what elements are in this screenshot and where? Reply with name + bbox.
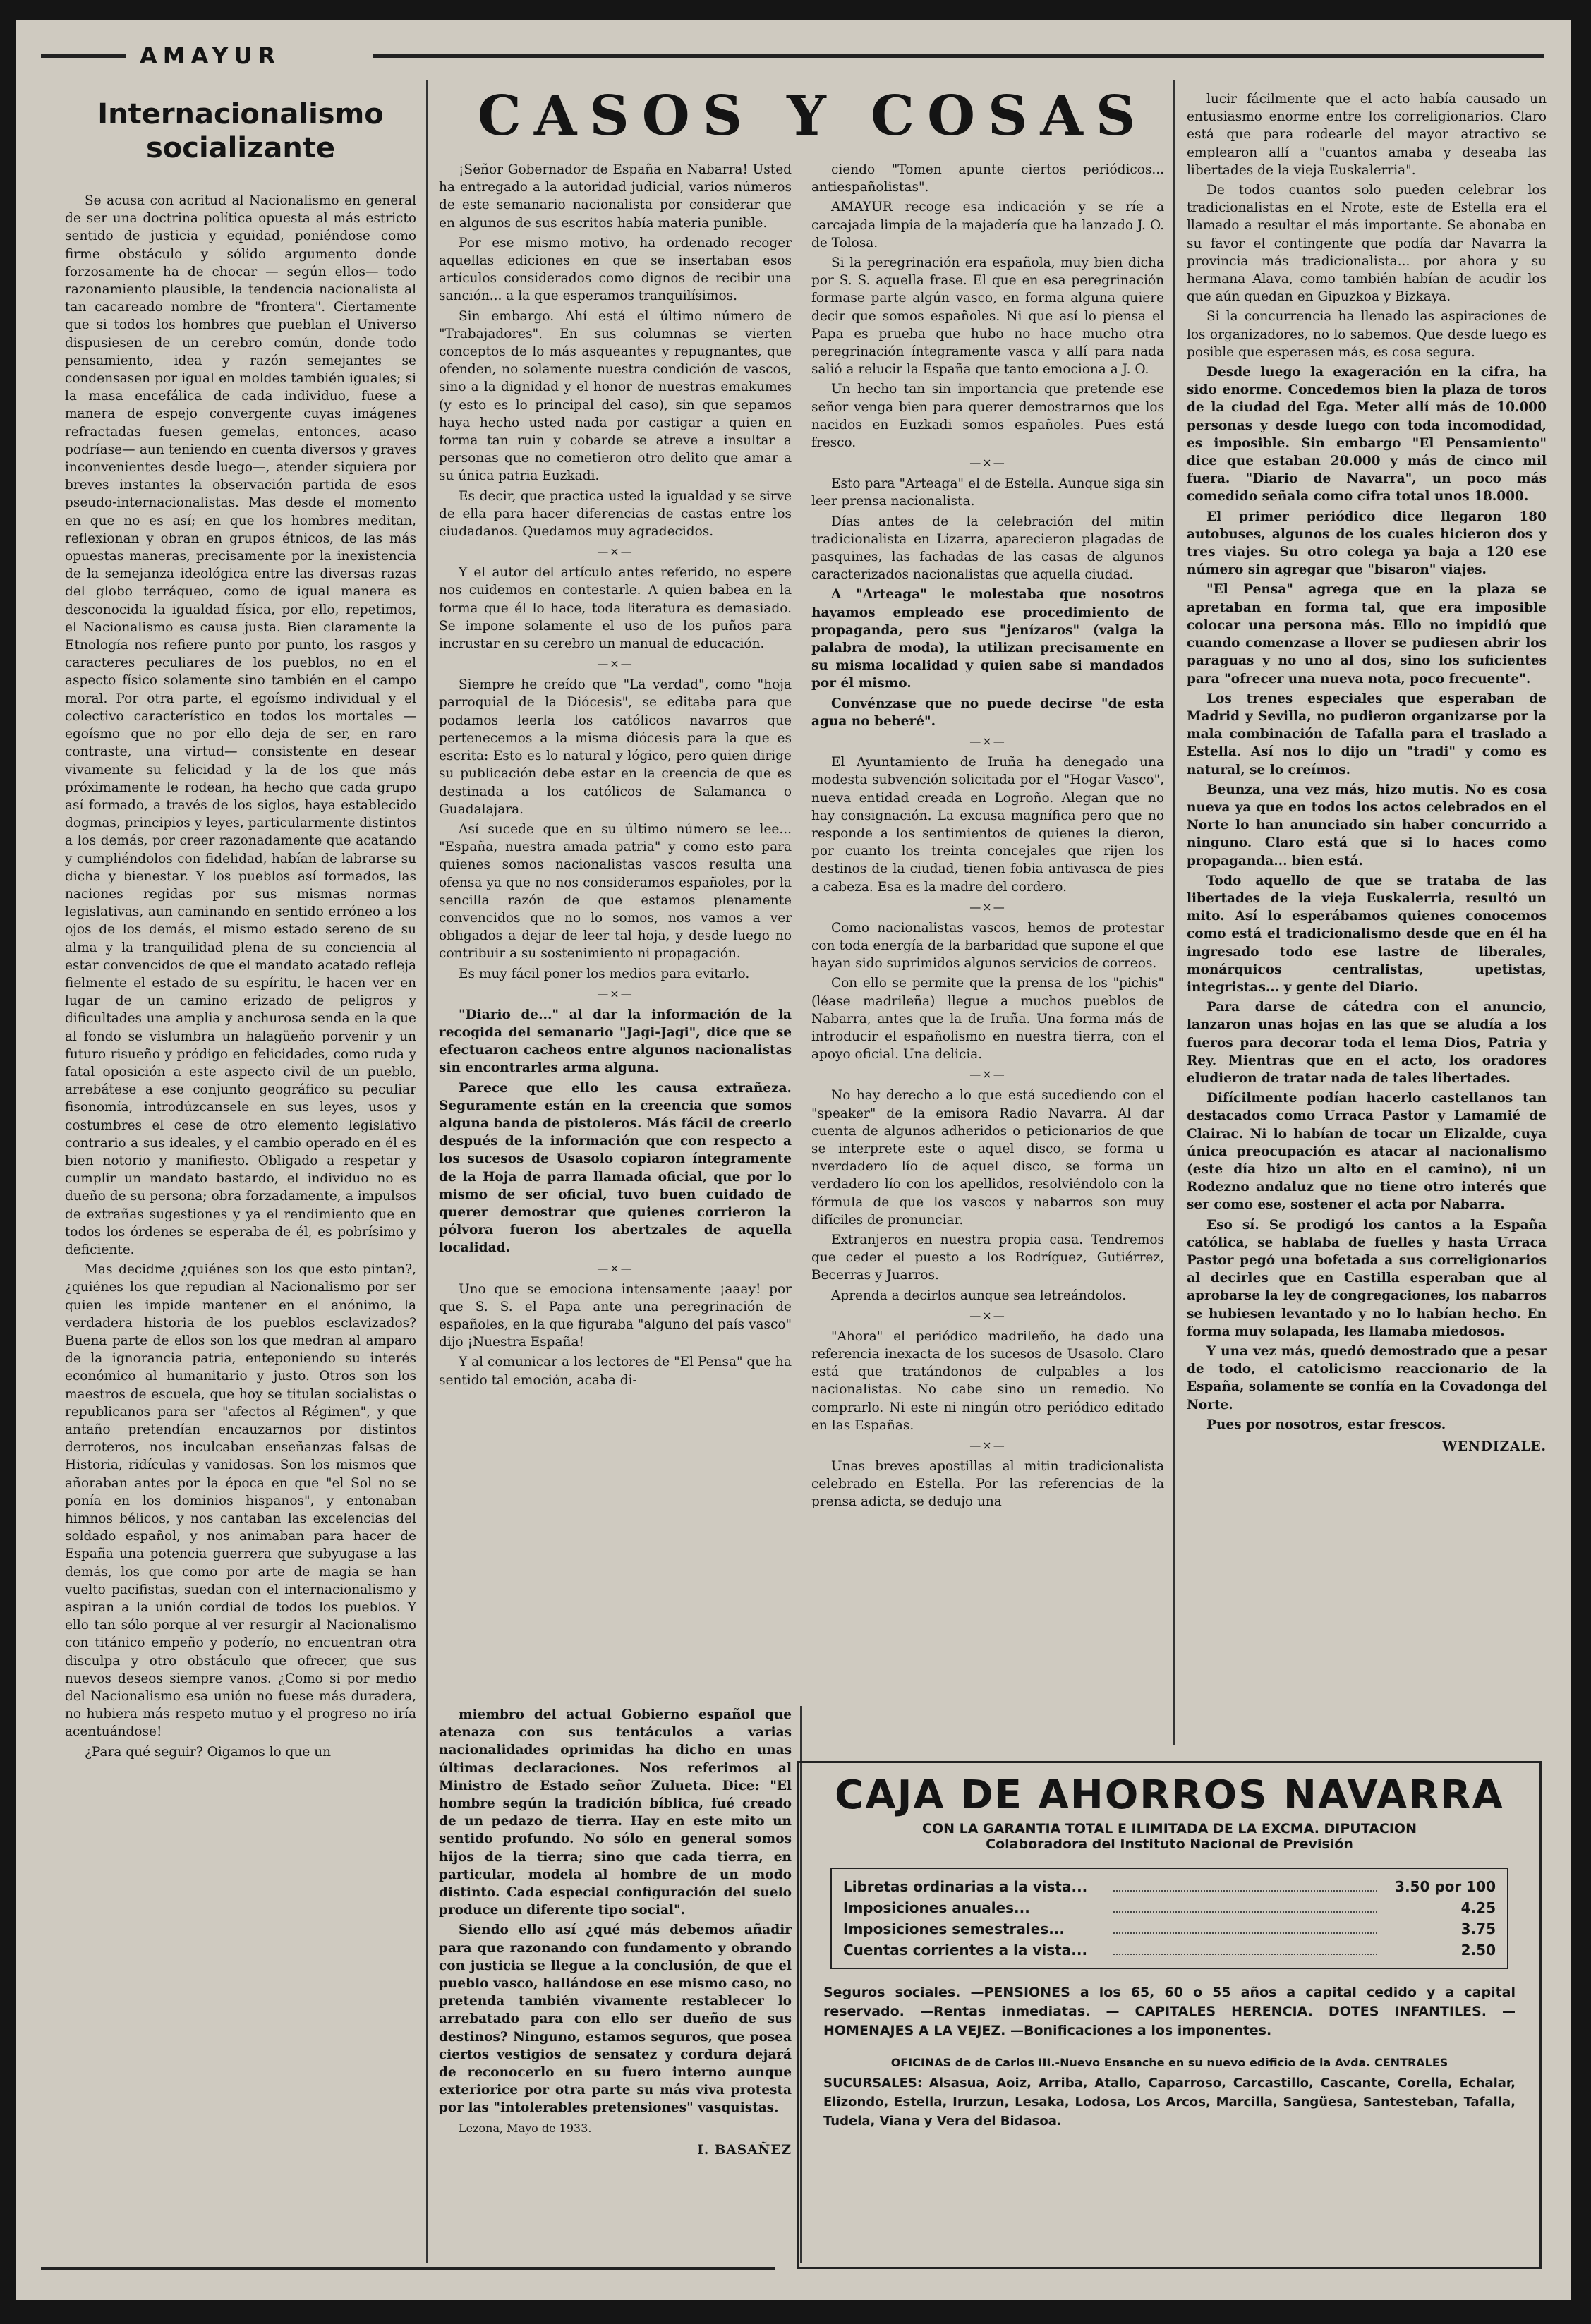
news-item: Convénzase que no puede decirse "de esta agua no beberé".: [811, 696, 1164, 729]
bank-advertisement: [797, 1761, 1542, 2269]
rate-label: Libretas ordinarias a la vista...: [843, 1878, 1088, 1895]
section-title: CASOS Y COSAS: [477, 84, 1149, 148]
news-item: "Ahora" el periódico madrileño, ha dado una referencia inexacta de los sucesos de Usasolo. Claro está que tratándonos de culpables a los nacionalistas. No cabe sino un remedio. No comprarlo. Ni este ni ningún otro periódico editado en las Españas.: [811, 1329, 1164, 1433]
news-item: Parece que ello les causa extrañeza. Seguramente están en la creencia que somos alguna banda de pistoleros. Más fácil de creerlo después de la información que con respecto a los sucesos de Usasolo copiaron íntegramente de la Hoja de parra llamada oficial, que por lo mismo de ser oficial, tuvo buen cuidado de querer demostrar que quienes corrieron la pólvora fueron los abertzales de aquella localidad.: [439, 1080, 792, 1256]
separator: —×—: [969, 456, 1006, 470]
news-item: No hay derecho a lo que está sucediendo con el "speaker" de la emisora Radio Navarra. Al dar cuenta de algunos adheridos o peticionarios de que se interprete este o aquel disco, se forma u nverdadero lío de aquel disco, se forma un verdadero lío con los apellidos, resolviéndolo con la fórmula de que los vascos y nabarros son muy difíciles de pronunciar.: [811, 1088, 1164, 1228]
news-item: Siempre he creído que "La verdad", como "hoja parroquial de la Diócesis", se editaba para que podamos leerla los católicos navarros que pertenecemos a la misma diócesis para la que es escrita: Esto es lo natural y lógico, pero quien dirige su publicación debe estar en la creencia de que es destinada a los católicos de Salamanca o Guadalajara.: [439, 677, 792, 817]
news-item: Sin embargo. Ahí está el último número de "Trabajadores". En sus columnas se vierten conceptos de lo más asqueantes y repugnantes, que ofenden, no solamente nuestra condición de vascos, sino a la dignidad y el honor de nuestras emakumes (y esto es lo principal del caso), sin que sepamos haya hecho usted nada por castigar a quien en forma tan ruin y cobarde se atreve a insultar a personas que no cometieron otro delito que amar a su única patria Euzkadi.: [439, 308, 792, 484]
article-paragraph: miembro del actual Gobierno español que atenaza con sus tentáculos a varias nacionalidades oprimidas ha dicho en unas últimas declaraciones. Nos referimos al Ministro de Estado señor Zulueta. Dice: "El hombre según la tradición bíblica, fué creado de un pedazo de tierra. Hay en este mito un sentido profundo. No sólo en general somos hijos de la tierra; sino que cada tierra, en particular, modela al hombre de un modo distinto. Cada especial configuración del suelo produce un diferente tipo social".: [439, 1707, 792, 1918]
news-item: ciendo "Tomen apunte ciertos periódicos... antiespañolistas".: [811, 162, 1164, 195]
news-item: Para darse de cátedra con el anuncio, lanzaron unas hojas en las que se aludía a los fueros para decorar toda el lema Dios, Patria y Rey. Mientras que en el acto, los oradores eludieron de tratar nada de tales libertades.: [1187, 1000, 1547, 1086]
author-signature: I. BASAÑEZ: [697, 2142, 792, 2157]
news-item: Es muy fácil poner los medios para evitarlo.: [459, 966, 750, 981]
separator: —×—: [969, 734, 1006, 749]
news-item: Beunza, una vez más, hizo mutis. No es cosa nueva ya que en todos los actos celebrados en el Norte lo han anunciado sin haber concurrido a ninguno. Claro está que si lo haces como propaganda... bien está.: [1187, 782, 1547, 869]
column-divider: [426, 80, 428, 2263]
masthead-name: AMAYUR: [140, 42, 282, 69]
news-item: Y el autor del artículo antes referido, no espere nos cuidemos en contestarle. A quien babea en la forma que él lo hace, toda literatura es demasiado. Se impone solamente el uso de los puños para incrustar en su cerebro un manual de educación.: [439, 565, 792, 652]
news-item: Y al comunicar a los lectores de "El Pensa" que ha sentido tal emoción, acaba di-: [439, 1355, 792, 1388]
news-item: ¡Señor Gobernador de España en Nabarra! Usted ha entregado a la autoridad judicial, varios números de este semanario nacionalista por considerar que en algunos de sus escritos había materia punible.: [439, 162, 792, 231]
news-item: A "Arteaga" le molestaba que nosotros hayamos empleado ese procedimiento de propaganda, pero sus "jenízaros" (valga la palabra de moda), la utilizan precisamente en su misma localidad y quien sabe si mandados por él mismo.: [811, 587, 1164, 691]
news-item: Extranjeros en nuestra propia casa. Tendremos que ceder el puesto a los Rodríguez, Gutiérrez, Becerras y Juarros.: [811, 1232, 1164, 1283]
casos-column-4: [1187, 90, 1547, 1748]
casos-column-3: [811, 161, 1164, 1748]
news-item: Si la peregrinación era española, muy bien dicha por S. S. aquella frase. El que en esa peregrinación formase parte algún vasco, en forma alguna quiere decir que somos españoles. Ni que así lo piensa el Papa es prueba que hubo no hace mucho otra peregrinación íntegramente vasca y allí para nada salió a relucir la España que tanto emociona a J. O.: [811, 255, 1164, 377]
dateline: Lezona, Mayo de 1933.: [459, 2121, 592, 2135]
news-item: Por ese mismo motivo, ha ordenado recoger aquellas ediciones en que se insertaban esos artículos considerados como dignos de recibir una sanción... a la que esperamos tranquilísimos.: [439, 235, 792, 304]
masthead-rule-right: [373, 54, 1544, 58]
ad-guarantee: CON LA GARANTIA TOTAL E ILIMITADA DE LA EXCMA. DIPUTACION: [922, 1821, 1417, 1836]
rate-row: [843, 1876, 1496, 1897]
news-item: AMAYUR recoge esa indicación y se ríe a carcajada limpia de la majadería que ha lanzado J. O. de Tolosa.: [811, 200, 1164, 250]
article-internacionalismo: [65, 90, 416, 2256]
ad-insurance-text: Seguros sociales. —PENSIONES a los 65, 60 o 55 años a capital cedido y a capital reservado. —Rentas inmediatas. — CAPITALES HERENCIA. DOTES INFANTILES. — HOMENAJES A LA VEJEZ. —Bonificaciones a los imponentes.: [823, 1985, 1516, 2038]
separator: —×—: [597, 1261, 634, 1275]
separator: —×—: [597, 657, 634, 671]
news-item: Esto para "Arteaga" el de Estella. Aunque siga sin leer prensa nacionalista.: [811, 476, 1164, 509]
ad-offices: OFICINAS de de Carlos III.-Nuevo Ensanche en su nuevo edificio de la Avda. CENTRALES: [890, 2056, 1448, 2069]
rate-value: 3.75: [1460, 1920, 1496, 1937]
article-paragraph: ¿Para qué seguir? Oigamos lo que un: [85, 1744, 332, 1760]
newspaper-page: [16, 20, 1571, 2300]
separator: —×—: [969, 900, 1006, 914]
news-item: Los trenes especiales que esperaban de Madrid y Sevilla, no pudieron organizarse por la mala combinación de Tafalla para el traslado a Estella. Así nos lo dijo un "tradi" y como es natural, se lo creímos.: [1187, 691, 1547, 777]
rate-value: 3.50 por 100: [1395, 1878, 1496, 1895]
article-paragraph: Mas decidme ¿quiénes son los que esto pintan?, ¿quiénes los que repudian al Nacionalismo por ser quien les impide mantener en el anónimo, la verdadera historia de los pueblos esclavizados? Buena parte de ellos son los que medran al amparo de la ignorancia patria, enteponiendo su interés económico al humanitario y justo. Otros son los maestros de escuela, que hoy se titulan socialistas o republicanos para ser "afectos al Régimen", y que antaño pretendían encauzarnos por distintos derroteros, nos inculcaban enseñanzas falsas de Historia, ridículas y vanidosas. Son los mismos que añoraban antes por la época en que "el Sol no se ponía en los dominios hispanos", y entonaban himnos bélicos, y nos cantaban las excelencias del soldado español, y nos animaban para hacer de España una potencia guerrera que subyugase a las demás, los que como por arte de magia se han vuelto pacifistas, suedan con el internacionalismo y aspiran a la unión cordial de todos los pueblos. Y ello tan sólo porque al ver resurgir al Nacionalismo con titánico empeño y poderío, no encuentran otra disculpa y otro obstáculo que ofrecer, que sus nuevos deseos siempre vanos. ¿Como si por medio del Nacionalismo esa unión no fuese más duradera, no hubiera más respeto mutuo y el progreso no iría acentuándose!: [65, 1262, 416, 1740]
rate-value: 4.25: [1460, 1899, 1496, 1916]
casos-column-2: [439, 161, 792, 1664]
news-item: Un hecho tan sin importancia que pretende ese señor venga bien para querer demostrarnos que los nacidos en Euzkadi somos españoles. Pues está fresco.: [811, 382, 1164, 451]
news-item: Así sucede que en su último número se lee... "España, nuestra amada patria" y como esto para quienes somos nacionalistas vascos resulta una ofensa ya que no nos consideramos españoles, por la sencilla razón de que estamos plenamente convencidos que no lo somos, nos vamos a ver obligados a dejar de leer tal hoja, y desde luego no contribuir a su sostenimiento ni propagación.: [439, 821, 792, 962]
news-item: Desde luego la exageración en la cifra, ha sido enorme. Concedemos bien la plaza de toros de la ciudad del Ega. Meter allí más de 10.000 personas y desde luego con toda incomodidad, es imposible. Sin embargo "El Pensamiento" dice que estaban 20.000 y más de cinco mil fuera. "Diario de Navarra", un poco más comedido señala como cifra total unos 18.000.: [1187, 365, 1547, 504]
article-paragraph: Siendo ello así ¿qué más debemos añadir para que razonando con fundamento y obrando con justicia se llegue a la conclusión, de que el pueblo vasco, hallándose en ese mismo caso, no pretenda también vivamente restablecer lo arrebatado para con ello ser dueño de sus destinos? Ninguno, estamos seguros, que posea ciertos vestigios de sensatez y cordura dejará de reconocerlo en su fuero interno aunque exteriorice por otra parte su más viva protesta por las "intolerables pretensiones" vasquistas.: [439, 1923, 792, 2116]
article-continuation: [439, 1706, 792, 2260]
news-item: El Ayuntamiento de Iruña ha denegado una modesta subvención solicitada por el "Hogar Vasco", nueva entidad creada en Logroño. Alegan que no hay consignación. La excusa magnífica pero que no responde a los sentimientos de quienes la dieron, por cuanto los treinta concejales que rijen los destinos de la ciudad, tienen fobia antivasca de pies a cabeza. Esa es la madre del cordero.: [811, 755, 1164, 895]
news-item: Difícilmente podían hacerlo castellanos tan destacados como Urraca Pastor y Lamamié de Clairac. Ni lo habían de tocar un Elizalde, cuya única preocupación es atacar al nacionalismo (este día hizo un alto en el camino), ni un Rodezno andaluz que no tiene otro interés que ser como ese, sostener el acta por Nabarra.: [1187, 1091, 1547, 1213]
article-title: Internacionalismo socializante: [97, 98, 384, 164]
news-item: Si la concurrencia ha llenado las aspiraciones de los organizadores, no lo sabemos. Que desde luego es posible que esperasen más, es cosa segura.: [1187, 309, 1547, 360]
news-item: Pues por nosotros, estar frescos.: [1206, 1417, 1446, 1432]
news-item: "El Pensa" agrega que en la plaza se apretaban en forma tal, que era imposible colocar una persona más. Ello no impidió que cuando comenzase a llover se pudiesen abrir los paraguas y no uno al dos, sino los suficientes para "ofrecer una nueva nota, poco frecuente".: [1187, 582, 1547, 686]
rate-label: Imposiciones semestrales...: [843, 1920, 1065, 1937]
separator: —×—: [969, 1308, 1006, 1322]
rate-label: Imposiciones anuales...: [843, 1899, 1030, 1916]
news-item: lucir fácilmente que el acto había causado un entusiasmo enorme entre los correligionarios. Claro está que para rodearle del mayor atractivo se emplearon allí a "cuantos amaba y deseaba las libertades de la vieja Euskalerria".: [1187, 92, 1547, 178]
rate-value: 2.50: [1460, 1942, 1496, 1959]
rate-row: [843, 1939, 1496, 1961]
news-item: De todos cuantos solo pueden celebrar los tradicionalistas en el Nrote, este de Estella era el llamado a resultar el más importante. Se abonaba en su favor el contingente que podía dar Navarra la provincia más tradicionalista... por ahora y su hermana Alava, como también habían de acudir los que aún quedan en Gipuzkoa y Bizkaya.: [1187, 183, 1547, 305]
interest-rates-box: [830, 1868, 1508, 1969]
news-item: Y una vez más, quedó demostrado que a pesar de todo, el catolicismo reaccionario de la España, solamente se confía en la Covadonga del Norte.: [1187, 1344, 1547, 1412]
ad-collaborator: Colaboradora del Instituto Nacional de Previsión: [986, 1836, 1353, 1852]
column-divider: [1173, 80, 1175, 1745]
news-item: Como nacionalistas vascos, hemos de protestar con toda energía de la barbaridad que supone el que hayan sido suprimidos algunos servicios de correos.: [811, 920, 1164, 972]
rate-label: Cuentas corrientes a la vista...: [843, 1942, 1088, 1959]
separator: —×—: [969, 1067, 1006, 1082]
news-item: "Diario de..." al dar la información de la recogida del semanario "Jagi-Jagi", dice que se efectuaron cacheos entre algunos nacionalistas sin encontrarles arma alguna.: [439, 1007, 792, 1076]
news-item: Unas breves apostillas al mitin tradicionalista celebrado en Estella. Por las referencias de la prensa adicta, se dedujo una: [811, 1459, 1164, 1510]
news-item: Con ello se permite que la prensa de los "pichis" (léase madrileña) llegue a muchos pueblos de Nabarra, antes que la de Iruña. Una forma más de introducir el españolismo en nuestra tierra, con el apoyo oficial. Una delicia.: [811, 976, 1164, 1063]
news-item: El primer periódico dice llegaron 180 autobuses, algunos de los cuales hicieron dos y tres viajes. Su otro colega ya baja a 120 ese número sin agregar que "bisaron" viajes.: [1187, 509, 1547, 578]
rate-row: [843, 1897, 1496, 1918]
rate-row: [843, 1918, 1496, 1939]
masthead-rule-left: [41, 54, 126, 58]
news-item: Uno que se emociona intensamente ¡aaay! por que S. S. el Papa ante una peregrinación de españoles, en la que figuraba "alguno del país vasco" dijo ¡Nuestra España!: [439, 1281, 792, 1350]
ad-title: CAJA DE AHORROS NAVARRA: [835, 1772, 1504, 1818]
ad-branches: SUCURSALES: Alsasua, Aoiz, Arriba, Atallo, Caparroso, Carcastillo, Cascante, Corella, Echalar, Elizondo, Estella, Irurzun, Lesaka, Lodosa, Los Arcos, Marcilla, Sangüesa, Santesteban, Tafalla, Tudela, Viana y Vera del Bidasoa.: [823, 2076, 1516, 2129]
news-item: Aprenda a decirlos aunque sea letreándolos.: [831, 1288, 1127, 1303]
news-item: Eso sí. Se prodigó los cantos a la España católica, se hablaba de fuelles y hasta Urraca Pastor pegó una bofetada a sus correligionarios al decirles que en Castilla esperaban que al aprobarse la ley de congregaciones, los nabarros se hubiesen levantado y no lo habían hecho. En forma muy solapada, les llamaba miedosos.: [1187, 1217, 1547, 1339]
news-item: Todo aquello de que se trataba de las libertades de la vieja Euskalerria, resultó un mito. Así lo esperábamos quienes conocemos como está el tradicionalismo desde que en él ha ingresado todo ese lastre de liberales, monárquicos centralistas, upetistas, integristas... y gente del Diario.: [1187, 873, 1547, 995]
separator: —×—: [597, 986, 634, 1000]
separator: —×—: [969, 1439, 1006, 1452]
masthead: [41, 42, 1544, 69]
separator: —×—: [597, 545, 634, 559]
news-item: Días antes de la celebración del mitin tradicionalista en Lizarra, aparecieron plagadas de pasquines, las fachadas de las casas de algunos caracterizados nacionalistas que aquella ciudad.: [811, 514, 1164, 583]
news-item: Es decir, que practica usted la igualdad y se sirve de ella para hacer diferencias de castas entre los ciudadanos. Quedamos muy agradecidos.: [439, 488, 792, 540]
author-signature: WENDIZALE.: [1442, 1439, 1547, 1455]
article-paragraph: Se acusa con acritud al Nacionalismo en general de ser una doctrina política opuesta al más estricto sentido de justicia y equidad, poniéndose como firme obstáculo y sólido argumento donde forzosamente ha de chocar — según ellos— todo razonamiento plausible, la tendencia nacionalista al tan cacareado nombre de "frontera". Ciertamente que si todos los hombres que pueblan el Universo dispusiesen de un cerebro común, donde todo pensamiento, idea y razón semejantes se condensasen por igual en moldes también iguales; si la masa encefálica de cada individuo, fuese a manera de espejo convergente cuyas imágenes refractadas fuesen gemelas, entonces, acaso podríase— aun teniendo en cuenta diversos y graves inconvenientes desde luego—, atender siquiera por breves instantes la observación partida de esos pseudo-internacionalistas. Mas desde el momento en que no es así; en que los hombres meditan, reflexionan y obran en grupos étnicos, de las más opuestas maneras, precisamente por la inexistencia de la semejanza ideológica entre las diversas razas del globo terráqueo, como de igual manera es desconocida la igualdad física, por ello, repetimos, el Nacionalismo es causa justa. Bien claramente la Etnología nos refiere punto por punto, los rasgos y caracteres peculiares de los pueblos, no en el aspecto físico solamente sino también en el campo moral. Por otra parte, el egoísmo individual y el colectivo característico en todos los mortales — egoísmo que no por ello deja de ser, en raro contraste, una virtud— consistente en desear vivamente su felicidad y la de los que más próximamente le rodean, ha hecho que cada grupo así formado, a través de los siglos, haya establecido dogmas, principios y leyes, particularmente distintos a los demás, por creer razonadamente que acatando y cumpliéndolos con fidelidad, habían de labrarse su dicha y bienestar. Y los pueblos así formados, las naciones regidas por sus mismas normas legislativas, aun caminando en sentido erróneo a los ojos de los demás, el mismo estado sereno de su alma y la tranquilidad plena de su conciencia al estar convencidos de que el mandato acatado refleja fielmente el estado de su espíritu, le hacen ver en lugar de un camino erizado de peligros y dificultades una amplia y anchurosa senda en la que al fondo se vislumbra un halagüeño porvenir y un futuro risueño y pródigo en felicidades, como ruda y fatal oposición a este aspecto civil de un pueblo, arrebátese a ese conjunto geográfico su peculiar fisonomía, introdúzcansele en sus leyes, usos y costumbres el cese de otro elemento legislativo contrario a sus ideales, y el cambio operado en él es bien notorio y manifiesto. Obligado a respetar y cumplir un mandato bastardo, el individuo no es dueño de su persona; obra forzadamente, a impulsos de extrañas sugestiones y ya el rendimiento que en todos los órdenes se esperaba de él, es pobrísimo y deficiente.: [65, 193, 416, 1257]
footer-rule: [41, 2267, 775, 2270]
